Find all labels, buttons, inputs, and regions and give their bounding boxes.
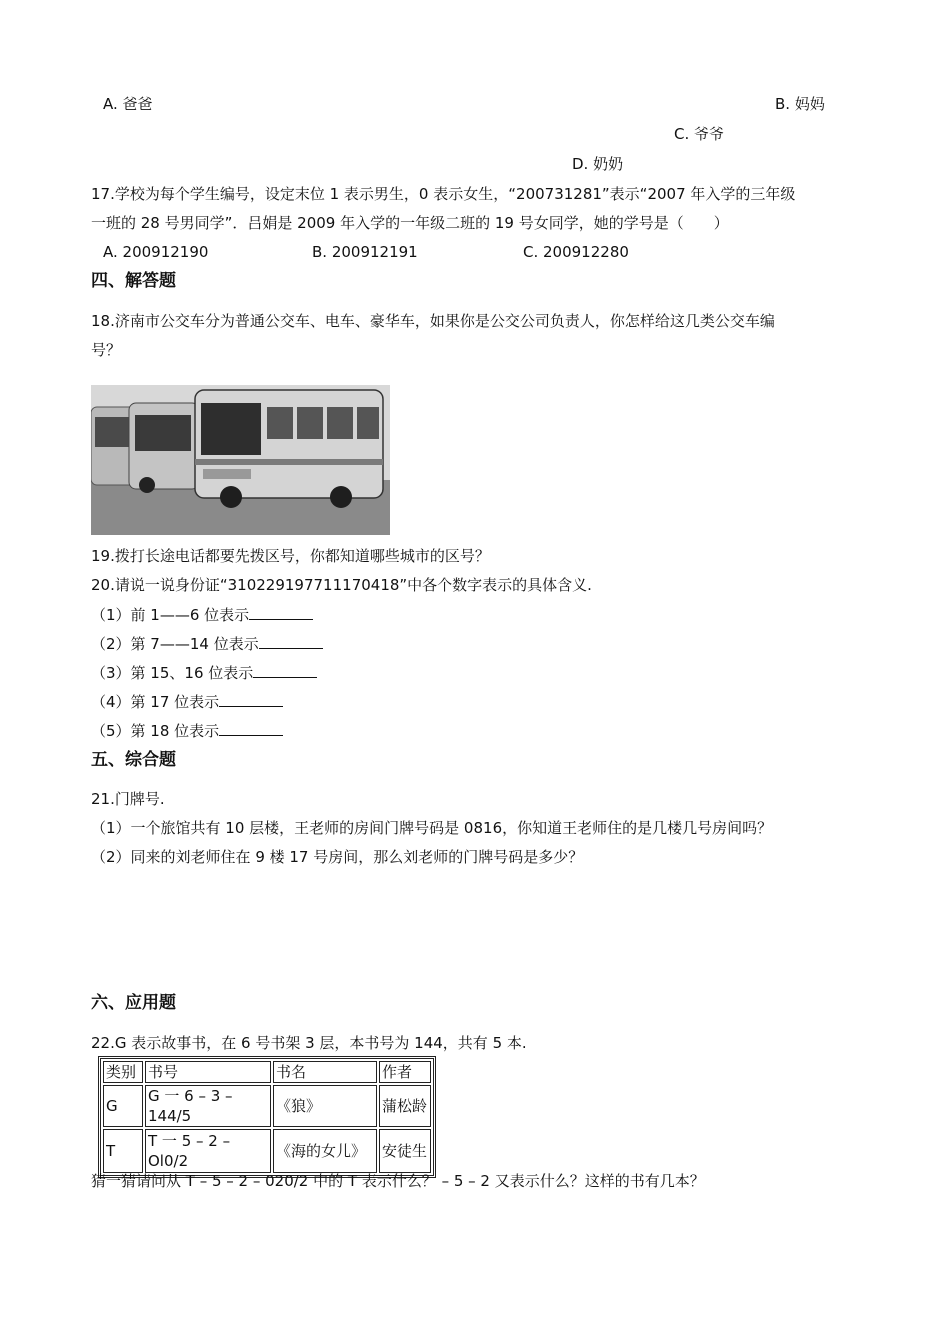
table-header-cell: 类别	[103, 1061, 143, 1083]
bus-photo	[91, 385, 390, 535]
table-cell: 安徒生	[379, 1129, 431, 1173]
table-cell: T	[103, 1129, 143, 1173]
table-row	[103, 1085, 431, 1127]
answer-blank[interactable]	[249, 605, 313, 620]
q18-line-2: 号？	[91, 341, 122, 359]
table-header-cell: 作者	[379, 1061, 431, 1083]
answer-blank[interactable]	[253, 663, 317, 678]
table-cell: T 一 5 – 2 – Ol0/2	[145, 1129, 271, 1173]
q17-line-1: 17.学校为每个学生编号，设定末位 1 表示男生，0 表示女生，“200731281”表示“2007 年入学的三年级	[91, 185, 796, 203]
q19-text: 19.拨打长途电话都要先拨区号，你都知道哪些城市的区号？	[91, 547, 490, 565]
book-code-table	[98, 1056, 436, 1178]
q20-part-3-label: （3）第 15、16 位表示	[91, 664, 254, 682]
q20-part-5-label: （5）第 18 位表示	[91, 722, 220, 740]
q17-option-c: C. 200912280	[523, 243, 629, 261]
answer-blank[interactable]	[219, 692, 283, 707]
q17-line-2: 一班的 28 号男同学”．吕娟是 2009 年入学的一年级二班的 19 号女同学，她的学号是（ ）	[91, 214, 729, 232]
q20-part-4-label: （4）第 17 位表示	[91, 693, 220, 711]
q16-option-c: C. 爷爷	[674, 125, 725, 143]
q20-part-3	[91, 663, 317, 683]
answer-blank[interactable]	[219, 721, 283, 736]
q20-part-1-label: （1）前 1——6 位表示	[91, 606, 250, 624]
q21-part-2: （2）同来的刘老师住在 9 楼 17 号房间，那么刘老师的门牌号码是多少？	[91, 848, 584, 866]
table-cell: 《海的女儿》	[273, 1129, 377, 1173]
q16-option-d: D. 奶奶	[572, 155, 624, 173]
table-cell: G	[103, 1085, 143, 1127]
table-header-cell: 书号	[145, 1061, 271, 1083]
bus-illustration	[91, 385, 390, 535]
table-cell: G 一 6 – 3 – 144/5	[145, 1085, 271, 1127]
table-header-row	[103, 1061, 431, 1083]
q16-option-b: B. 妈妈	[775, 95, 825, 113]
table-header-cell: 书名	[273, 1061, 377, 1083]
q16-option-a: A. 爸爸	[103, 95, 153, 113]
q20-part-5	[91, 721, 283, 741]
q20-part-2	[91, 634, 323, 654]
q20-text: 20.请说一说身份证“310229197711170418”中各个数字表示的具体含义.	[91, 576, 592, 594]
q17-option-a: A. 200912190	[103, 243, 209, 261]
q18-line-1: 18.济南市公交车分为普通公交车、电车、豪华车，如果你是公交公司负责人，你怎样给这几类公交车编	[91, 312, 775, 330]
q20-part-2-label: （2）第 7——14 位表示	[91, 635, 259, 653]
section-6-title: 六、应用题	[91, 993, 176, 1013]
q20-part-4	[91, 692, 283, 712]
section-4-title: 四、解答题	[91, 271, 176, 291]
q22-question: 猜一猜请问从 T – 5 – 2 – 020/2 中的 T 表示什么？ – 5 – 2 又表示什么？这样的书有几本？	[91, 1172, 705, 1190]
q21-text: 21.门牌号.	[91, 790, 165, 808]
answer-blank[interactable]	[259, 634, 323, 649]
q22-text: 22.G 表示故事书，在 6 号书架 3 层，本书号为 144，共有 5 本.	[91, 1034, 527, 1052]
section-5-title: 五、综合题	[91, 750, 176, 770]
table-row	[103, 1129, 431, 1173]
q17-option-b: B. 200912191	[312, 243, 418, 261]
table-cell: 《狼》	[273, 1085, 377, 1127]
q21-part-1: （1）一个旅馆共有 10 层楼，王老师的房间门牌号码是 0816，你知道王老师住的是几楼几号房间吗？	[91, 819, 773, 837]
table-cell: 蒲松龄	[379, 1085, 431, 1127]
q20-part-1	[91, 605, 313, 625]
